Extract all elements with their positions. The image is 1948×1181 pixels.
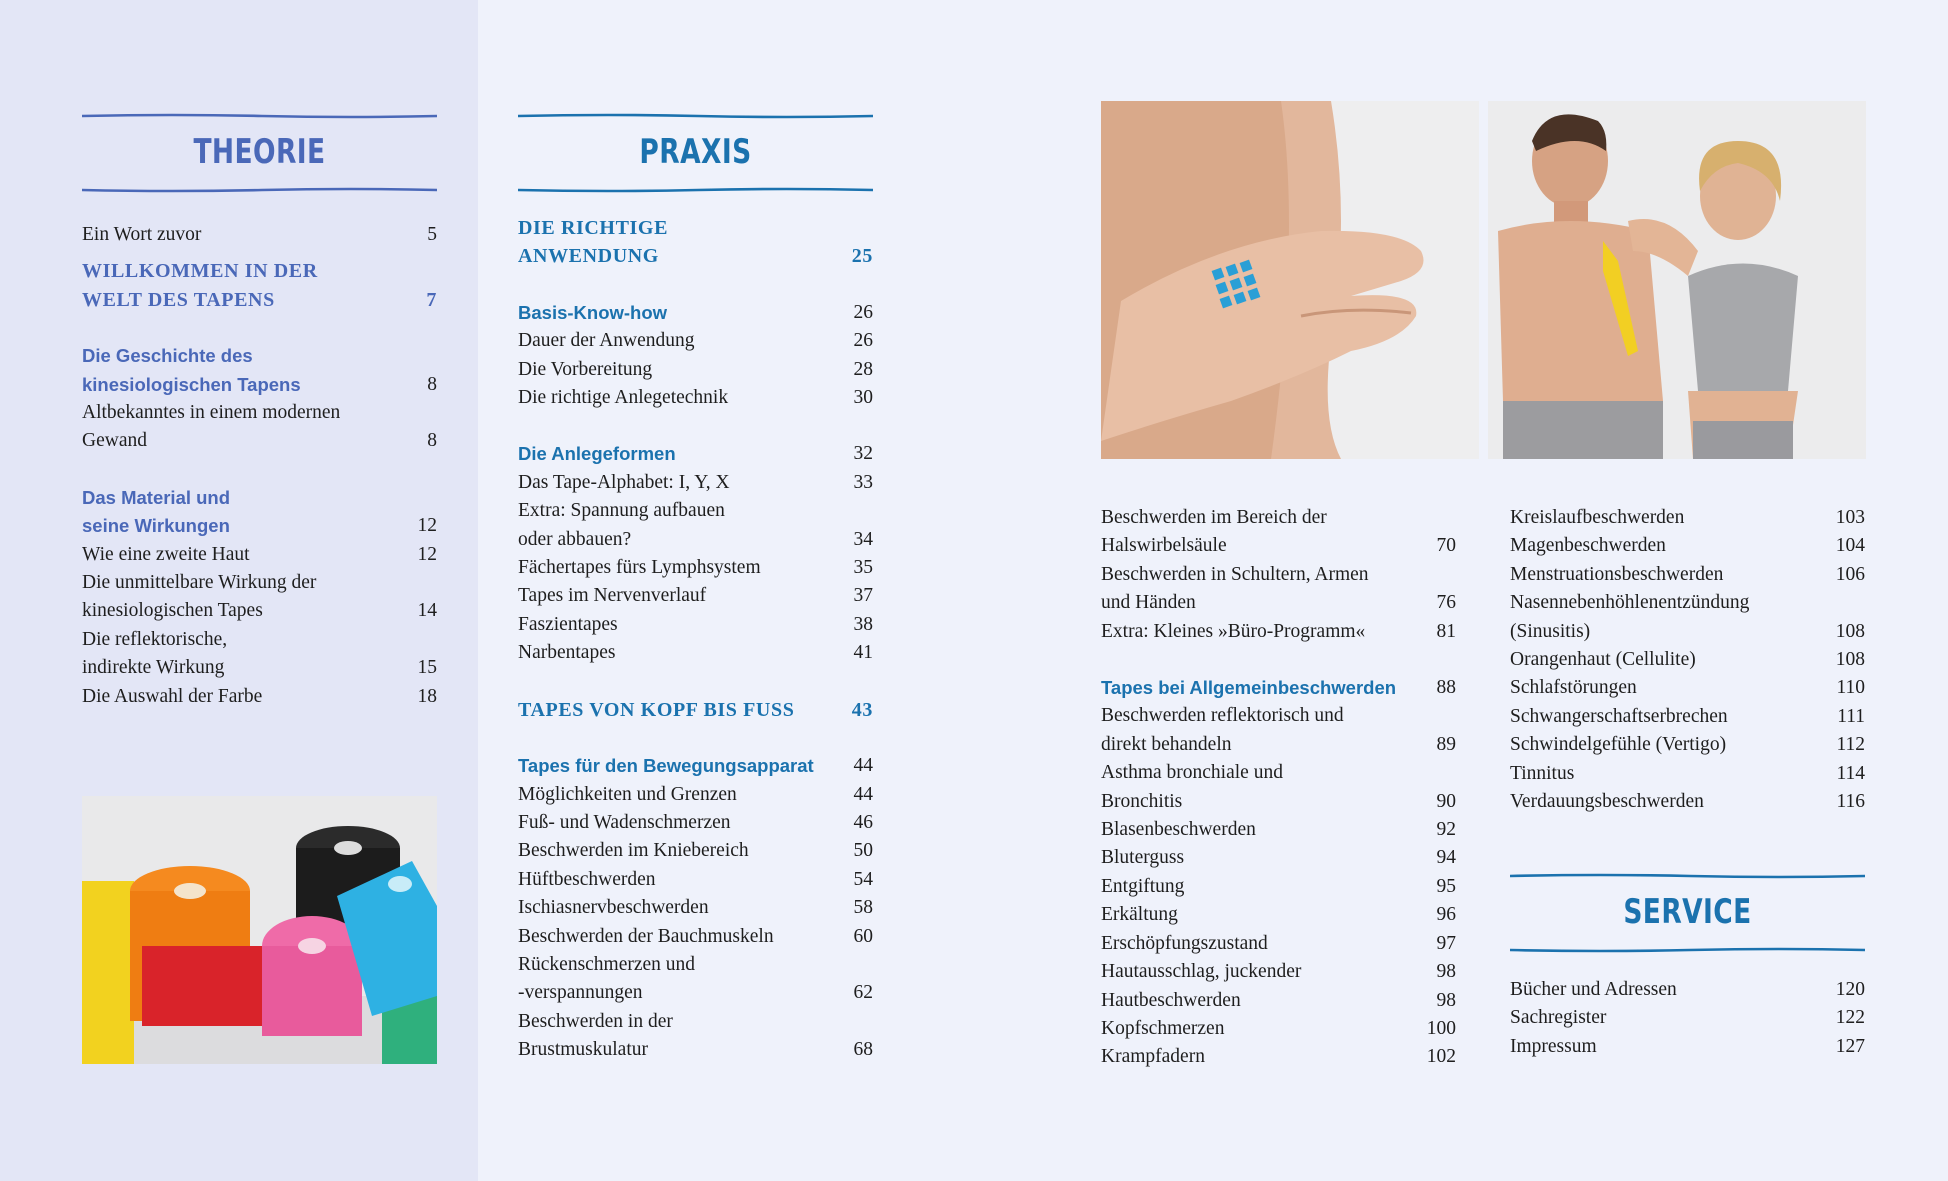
toc-page-number: 111 (1837, 705, 1865, 727)
toc-entry-line: Ischiasnervbeschwerden (518, 897, 709, 919)
toc-entry-title (82, 484, 397, 541)
toc-page-number: 100 (1426, 1017, 1456, 1039)
toc-entry-title (82, 683, 397, 711)
toc-page-number: 34 (853, 528, 873, 550)
toc-entry-title (518, 497, 833, 554)
toc-entry-line: Die Anlegeformen (518, 443, 676, 465)
toc-entry-line: Tinnitus (1510, 762, 1575, 784)
toc-entry[interactable] (1101, 1043, 1456, 1071)
toc-page-number: 120 (1835, 979, 1865, 1000)
toc-entry-line: Asthma bronchiale und (1101, 762, 1283, 784)
toc-section-title[interactable] (518, 696, 873, 724)
toc-entry-line: Beschwerden der Bauchmuskeln (518, 925, 774, 947)
toc-entry[interactable] (1101, 561, 1456, 618)
toc-page-number: 112 (1836, 734, 1865, 756)
toc-entry-title (1101, 930, 1416, 958)
theorie-heading: THEORIE (193, 132, 326, 172)
toc-entry-line: Rückenschmerzen und (518, 953, 696, 975)
toc-page-number: 46 (853, 811, 873, 833)
toc-entry[interactable] (1510, 532, 1865, 560)
toc-page-number: 58 (853, 897, 873, 919)
toc-entry-title (518, 356, 833, 384)
toc-entry-line: Fuß- und Wadenschmerzen (518, 811, 731, 833)
toc-entry[interactable] (518, 781, 873, 809)
toc-entry-line: Tapes für den Bewegungsapparat (518, 755, 814, 777)
toc-page-number: 12 (417, 543, 437, 565)
toc-entry[interactable] (518, 951, 873, 1008)
toc-entry-title (518, 554, 833, 582)
toc-page-number: 116 (1836, 791, 1865, 813)
toc-entry-title (1510, 674, 1825, 702)
toc-subsection-title[interactable] (82, 484, 437, 541)
toc-entry-title (1101, 1043, 1416, 1071)
toc-entry[interactable] (1510, 646, 1865, 674)
toc-page-number: 114 (1836, 762, 1865, 784)
toc-entry[interactable] (1510, 674, 1865, 702)
toc-entry-line: Impressum (1510, 1035, 1597, 1057)
toc-entry-title (518, 327, 833, 355)
toc-entry-line: Altbekanntes in einem modernen (82, 402, 341, 424)
toc-page-number: 12 (417, 515, 437, 537)
toc-entry-title (1510, 561, 1825, 589)
toc-entry-title (82, 221, 397, 249)
toc-entry[interactable] (1101, 504, 1456, 561)
toc-entry-title (1510, 532, 1825, 560)
toc-entry[interactable] (1510, 788, 1865, 816)
toc-entry-line: Bücher und Adressen (1510, 979, 1677, 1000)
toc-entry-line: Faszientapes (518, 613, 618, 635)
toc-entry-title (518, 1008, 833, 1065)
toc-entry-title (1101, 674, 1416, 702)
toc-entry-line: Die unmittelbare Wirkung der (82, 572, 317, 594)
toc-entry[interactable] (1101, 873, 1456, 901)
toc-entry[interactable] (82, 569, 437, 626)
toc-entry[interactable] (518, 384, 873, 412)
toc-page-number: 76 (1436, 592, 1456, 614)
toc-entry-line: Blasenbeschwerden (1101, 819, 1256, 841)
toc-entry-line: Halswirbelsäule (1101, 535, 1227, 557)
toc-entry-line: Tapes im Nervenverlauf (518, 585, 707, 607)
toc-entry-title (1510, 1004, 1825, 1032)
toc-page-number: 25 (851, 245, 873, 268)
toc-entry-line: Ein Wort zuvor (82, 224, 202, 245)
toc-entry-line: Hüftbeschwerden (518, 868, 656, 890)
toc-entry[interactable] (1510, 731, 1865, 759)
toc-entry-line: Magenbeschwerden (1510, 535, 1666, 557)
toc-entry[interactable] (1101, 930, 1456, 958)
toc-entry[interactable] (518, 611, 873, 639)
toc-page-number: 104 (1835, 535, 1865, 557)
toc-page-number: 70 (1436, 535, 1456, 557)
toc-entry-title (82, 569, 397, 626)
toc-entry-line: Wie eine zweite Haut (82, 543, 250, 565)
service-heading: SERVICE (1623, 892, 1752, 932)
toc-page-number: 35 (853, 557, 873, 579)
toc-page-number: 18 (417, 685, 437, 707)
toc-entry-line: Verdauungsbeschwerden (1510, 791, 1704, 813)
toc-entry[interactable] (1101, 618, 1456, 646)
toc-entry[interactable] (518, 469, 873, 497)
toc-entry-line: Dauer der Anwendung (518, 330, 695, 352)
toc-entry[interactable] (82, 541, 437, 569)
toc-entry-title (518, 809, 833, 837)
toc-entry-line: Schwangerschaftserbrechen (1510, 705, 1728, 727)
toc-page-number: 98 (1436, 961, 1456, 983)
service-heading-block (1510, 873, 1865, 953)
toc-entry-title (518, 866, 833, 894)
toc-page-number: 62 (853, 982, 873, 1004)
praxis-heading-block (518, 113, 873, 193)
toc-entry[interactable] (82, 221, 437, 249)
toc-entry-line: kinesiologischen Tapes (82, 600, 263, 622)
toc-entry[interactable] (1510, 589, 1865, 646)
toc-entry-line: (Sinusitis) (1510, 620, 1591, 642)
toc-entry-line: Beschwerden im Bereich der (1101, 507, 1327, 528)
toc-entry-line: Narbentapes (518, 642, 616, 664)
toc-page-number: 96 (1436, 904, 1456, 926)
toc-entry-line: Extra: Kleines »Büro-Programm« (1101, 620, 1366, 642)
toc-entry-line: Beschwerden reflektorisch und (1101, 705, 1344, 727)
toc-entry-line: DIE RICHTIGE (518, 217, 669, 239)
toc-entry-line: Kopfschmerzen (1101, 1017, 1225, 1039)
toc-entry[interactable] (518, 554, 873, 582)
theorie-column (82, 113, 437, 711)
toc-entry[interactable] (518, 923, 873, 951)
toc-entry[interactable] (1510, 703, 1865, 731)
toc-entry-title (1510, 504, 1825, 532)
toc-entry[interactable] (82, 399, 437, 456)
toc-entry-title (1101, 561, 1416, 618)
toc-entry-title (518, 837, 833, 865)
col4-toc (1510, 504, 1865, 816)
toc-entry[interactable] (1101, 702, 1456, 759)
toc-page-number: 94 (1436, 847, 1456, 869)
toc-page-number: 28 (853, 358, 873, 380)
toc-entry-line: Die richtige Anlegetechnik (518, 387, 729, 409)
toc-section-title[interactable] (82, 257, 437, 314)
toc-entry-line: Erschöpfungszustand (1101, 932, 1268, 954)
toc-entry-line: indirekte Wirkung (82, 657, 225, 679)
toc-page-number: 81 (1436, 620, 1456, 642)
toc-entry-title (1510, 1033, 1825, 1061)
toc-entry-title (1101, 844, 1416, 872)
toc-page-number: 38 (853, 613, 873, 635)
toc-entry-line: Orangenhaut (Cellulite) (1510, 649, 1696, 671)
toc-entry-title (82, 257, 397, 314)
toc-entry-line: TAPES VON KOPF BIS FUSS (518, 698, 795, 721)
toc-entry[interactable] (1101, 844, 1456, 872)
col3-toc (1101, 504, 1456, 1072)
toc-entry[interactable] (1101, 958, 1456, 986)
toc-subsection-title[interactable] (82, 342, 437, 399)
toc-page-number: 110 (1836, 677, 1865, 699)
toc-page-number: 88 (1436, 677, 1456, 699)
hand-cross-tape-photo (1101, 101, 1479, 459)
toc-subsection-title[interactable] (518, 752, 873, 780)
heading-rule-top (82, 113, 437, 119)
toc-entry-title (1101, 1015, 1416, 1043)
theorie-heading-block (82, 113, 437, 193)
toc-page-number: 43 (851, 698, 873, 721)
heading-rule-bottom (1510, 947, 1865, 953)
toc-entry-line: und Händen (1101, 592, 1196, 614)
toc-entry-title (518, 214, 833, 271)
toc-page-number: 90 (1436, 790, 1456, 812)
toc-page-number: 7 (426, 288, 437, 311)
toc-entry-title (518, 639, 833, 667)
toc-page-number: 89 (1436, 733, 1456, 755)
toc-entry-line: ANWENDUNG (518, 245, 659, 268)
toc-page-number: 102 (1426, 1046, 1456, 1068)
service-toc (1510, 976, 1865, 1061)
toc-entry-title (1101, 618, 1416, 646)
toc-entry[interactable] (518, 327, 873, 355)
toc-entry-title (82, 342, 397, 399)
toc-page-number: 44 (853, 755, 873, 777)
toc-entry-title (82, 626, 397, 683)
toc-entry-title (518, 781, 833, 809)
toc-entry[interactable] (518, 639, 873, 667)
toc-entry[interactable] (1510, 760, 1865, 788)
toc-entry-line: Extra: Spannung aufbauen (518, 500, 725, 522)
toc-entry-title (1510, 703, 1825, 731)
toc-entry-line: Möglichkeiten und Grenzen (518, 783, 737, 805)
toc-entry-title (518, 611, 833, 639)
toc-entry-line: direkt behandeln (1101, 733, 1232, 755)
praxis-heading: PRAXIS (639, 132, 752, 172)
toc-entry[interactable] (1101, 901, 1456, 929)
toc-entry-line: Die Auswahl der Farbe (82, 685, 263, 707)
toc-entry[interactable] (1510, 504, 1865, 532)
toc-page-number: 122 (1835, 1007, 1865, 1029)
toc-entry-line: Hautausschlag, juckender (1101, 961, 1302, 983)
toc-page-number: 44 (853, 783, 873, 805)
toc-entry[interactable] (518, 837, 873, 865)
toc-column-4 (1510, 504, 1865, 816)
toc-entry-line: WILLKOMMEN IN DER (82, 260, 318, 283)
toc-entry-line: Brustmuskulatur (518, 1039, 648, 1061)
toc-entry-title (1510, 760, 1825, 788)
toc-entry-line: Erkältung (1101, 904, 1178, 926)
toc-column-3 (1101, 504, 1456, 1072)
praxis-column (518, 113, 873, 1065)
toc-page-number: 8 (427, 373, 437, 395)
toc-entry-line: Die Geschichte des (82, 345, 253, 367)
toc-entry[interactable] (1101, 1015, 1456, 1043)
toc-entry-title (1510, 646, 1825, 674)
toc-entry-title (518, 582, 833, 610)
toc-page-number: 5 (427, 224, 437, 245)
toc-entry-title (518, 469, 833, 497)
toc-subsection-title[interactable] (518, 440, 873, 468)
toc-page-number: 37 (853, 585, 873, 607)
toc-page-number: 14 (417, 600, 437, 622)
toc-entry[interactable] (518, 894, 873, 922)
toc-entry[interactable] (1510, 1033, 1865, 1061)
toc-entry-title (1510, 976, 1825, 1004)
toc-entry-title (1101, 702, 1416, 759)
toc-page-number: 68 (853, 1039, 873, 1061)
toc-page-number: 108 (1835, 620, 1865, 642)
toc-page-number: 41 (853, 642, 873, 664)
toc-entry-line: Kreislaufbeschwerden (1510, 507, 1685, 528)
toc-entry-title (1510, 788, 1825, 816)
toc-entry-title (1101, 873, 1416, 901)
toc-entry-title (518, 299, 833, 327)
toc-entry-line: Das Tape-Alphabet: I, Y, X (518, 471, 730, 493)
toc-entry-title (518, 951, 833, 1008)
toc-entry-title (1510, 589, 1825, 646)
toc-entry[interactable] (1510, 1004, 1865, 1032)
toc-entry[interactable] (518, 1008, 873, 1065)
theorie-toc (82, 221, 437, 711)
toc-entry-line: Hautbeschwerden (1101, 989, 1241, 1011)
toc-page-number: 8 (427, 430, 437, 452)
heading-rule-bottom (518, 187, 873, 193)
toc-entry-line: seine Wirkungen (82, 515, 230, 537)
toc-page-number: 106 (1835, 563, 1865, 585)
toc-entry-line: Gewand (82, 430, 147, 452)
toc-entry-title (518, 384, 833, 412)
tape-rolls-photo (82, 796, 437, 1064)
toc-page-number: 26 (853, 330, 873, 352)
toc-entry-line: Bluterguss (1101, 847, 1185, 869)
toc-page-number: 98 (1436, 989, 1456, 1011)
toc-entry-line: Die reflektorische, (82, 628, 228, 650)
toc-entry-line: Basis-Know-how (518, 301, 668, 323)
toc-entry-line: Nasennebenhöhlenentzündung (1510, 592, 1750, 614)
toc-page-number: 30 (853, 387, 873, 409)
praxis-toc (518, 214, 873, 1065)
toc-page-number: 127 (1835, 1035, 1865, 1057)
toc-entry-title (1101, 816, 1416, 844)
toc-entry[interactable] (1510, 561, 1865, 589)
toc-entry-title (82, 541, 397, 569)
toc-entry-title (1101, 901, 1416, 929)
toc-entry-title (1101, 958, 1416, 986)
toc-page-number: 60 (853, 925, 873, 947)
toc-entry-title (518, 440, 833, 468)
toc-entry-line: Die Vorbereitung (518, 358, 653, 380)
toc-page-number: 103 (1835, 507, 1865, 528)
toc-entry[interactable] (82, 683, 437, 711)
service-column (1510, 873, 1865, 1061)
toc-page-number: 97 (1436, 932, 1456, 954)
toc-page-number: 95 (1436, 875, 1456, 897)
toc-page-number: 15 (417, 657, 437, 679)
heading-rule-top (518, 113, 873, 119)
toc-entry-line: Bronchitis (1101, 790, 1183, 812)
toc-entry[interactable] (518, 356, 873, 384)
toc-entry[interactable] (518, 497, 873, 554)
toc-entry[interactable] (82, 626, 437, 683)
toc-entry-title (518, 752, 833, 780)
toc-entry-line: Fächertapes fürs Lymphsystem (518, 557, 761, 579)
toc-entry-line: WELT DES TAPENS (82, 288, 275, 311)
toc-entry-line: Menstruationsbeschwerden (1510, 563, 1724, 585)
toc-entry-title (1101, 759, 1416, 816)
toc-entry-line: Tapes bei Allgemeinbeschwerden (1101, 677, 1397, 699)
toc-entry-line: Beschwerden in der (518, 1010, 673, 1032)
toc-entry-line: Beschwerden im Kniebereich (518, 840, 749, 862)
toc-subsection-title[interactable] (1101, 674, 1456, 702)
toc-entry-title (518, 696, 833, 724)
toc-entry[interactable] (518, 582, 873, 610)
toc-page-number: 92 (1436, 819, 1456, 841)
toc-entry-line: oder abbauen? (518, 528, 632, 550)
heading-rule-bottom (82, 187, 437, 193)
toc-entry[interactable] (518, 809, 873, 837)
toc-entry-line: Entgiftung (1101, 875, 1185, 897)
toc-entry-line: Schwindelgefühle (Vertigo) (1510, 734, 1727, 756)
toc-entry-line: Das Material und (82, 486, 231, 508)
toc-page-number: 32 (853, 443, 873, 465)
toc-entry[interactable] (1510, 976, 1865, 1004)
toc-entry-line: -verspannungen (518, 982, 643, 1004)
toc-page-number: 26 (853, 301, 873, 323)
toc-entry-line: kinesiologischen Tapens (82, 373, 301, 395)
couple-taping-photo (1488, 101, 1866, 459)
toc-entry-title (518, 894, 833, 922)
toc-section-title[interactable] (518, 214, 873, 271)
toc-entry[interactable] (518, 866, 873, 894)
toc-subsection-title[interactable] (518, 299, 873, 327)
toc-entry-title (1510, 731, 1825, 759)
toc-page-number: 33 (853, 471, 873, 493)
toc-entry-title (1101, 504, 1416, 561)
toc-page-number: 54 (853, 868, 873, 890)
toc-entry[interactable] (1101, 759, 1456, 816)
toc-entry-title (518, 923, 833, 951)
toc-entry-title (1101, 987, 1416, 1015)
toc-entry[interactable] (1101, 816, 1456, 844)
toc-page-number: 50 (853, 840, 873, 862)
toc-entry-line: Schlafstörungen (1510, 677, 1637, 699)
toc-entry-line: Sachregister (1510, 1007, 1607, 1029)
toc-entry[interactable] (1101, 987, 1456, 1015)
toc-entry-line: Beschwerden in Schultern, Armen (1101, 563, 1369, 585)
toc-page-number: 108 (1835, 649, 1865, 671)
toc-entry-title (82, 399, 397, 456)
toc-entry-line: Krampfadern (1101, 1046, 1205, 1068)
heading-rule-top (1510, 873, 1865, 879)
